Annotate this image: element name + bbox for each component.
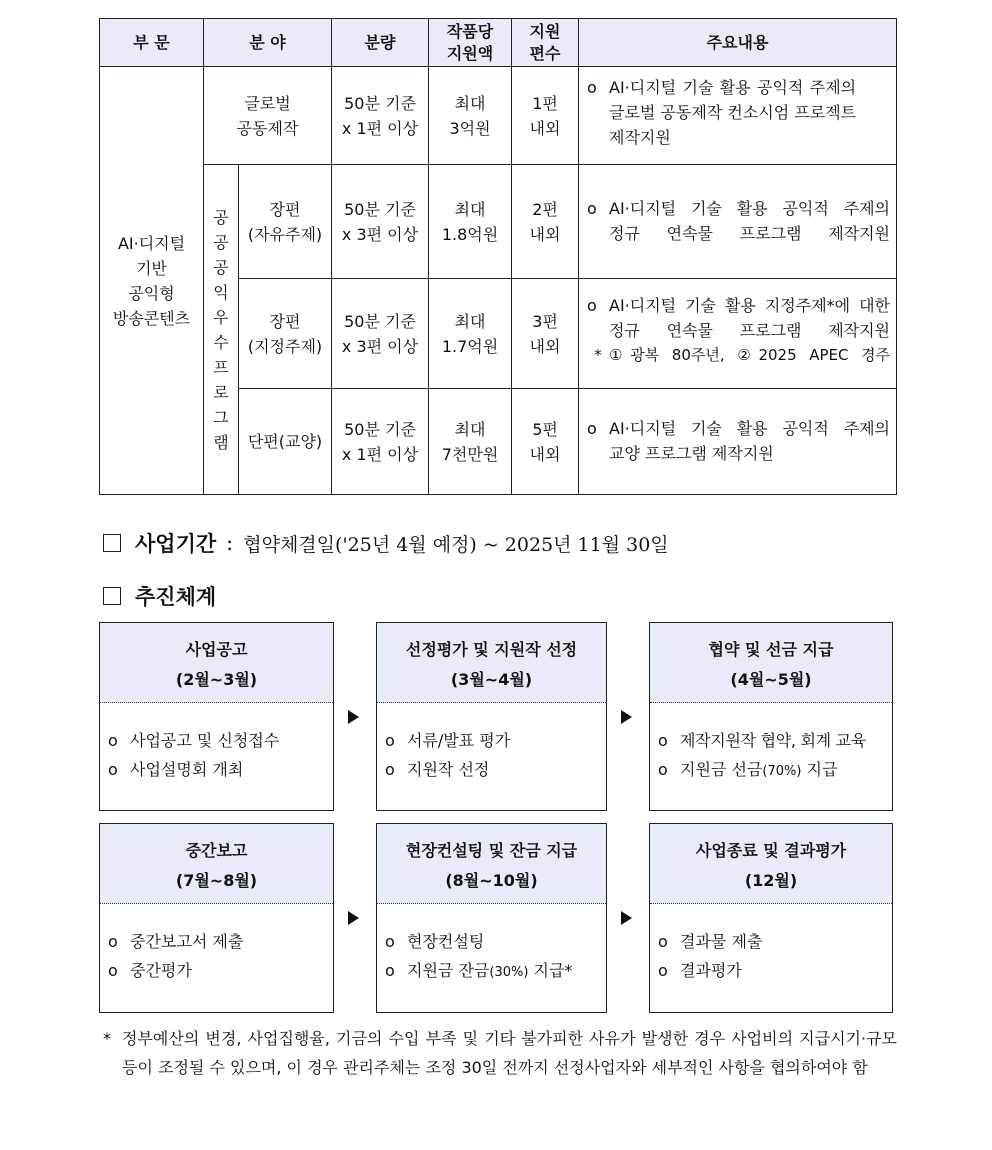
header-count-line2: 편수 — [529, 43, 561, 63]
flow-step-period: (2월~3월) — [175, 670, 258, 689]
flow-step-period: (7월~8월) — [175, 871, 258, 890]
amount-line: 3억원 — [449, 118, 491, 138]
bullet-mark: o — [385, 760, 395, 779]
flow-step-period: (3월~4월) — [450, 670, 533, 689]
period-label: 사업기간 — [135, 531, 217, 556]
flow-step-title: 중간보고 — [185, 841, 248, 860]
footnote-text: 정부예산의 변경, 사업집행율, 기금의 수입 부족 및 기타 불가피한 사유가 발생한 경우 사업비의 지급시기·규모 등이 조정될 수 있으며, 이 경우 관리주체는 조정 30일 전까지 선정사업자와 세부적인 사항을 협의하여야 함 — [122, 1029, 897, 1077]
amount-line: 1.7억원 — [441, 336, 499, 356]
amount-line: 최대 — [454, 419, 486, 439]
flow-item-suffix: 지급* — [528, 961, 573, 980]
note-mark: * — [594, 346, 602, 364]
length-cell — [332, 279, 429, 389]
header-field: 분 야 — [204, 19, 332, 67]
division-line: 방송콘텐츠 — [112, 308, 191, 328]
bullet-mark: o — [385, 961, 395, 980]
length-cell — [332, 389, 429, 495]
bullet-mark: o — [658, 961, 668, 980]
flow-step-interim-report — [99, 823, 334, 1013]
flow-item — [680, 755, 837, 786]
flow-step-agreement — [649, 622, 893, 811]
flow-item: 서류/발표 평가 — [407, 731, 511, 750]
bullet-mark: o — [587, 199, 597, 218]
support-table — [99, 18, 897, 495]
length-line: 50분 기준 — [344, 311, 416, 331]
flow-step-period: (12월) — [744, 871, 798, 890]
content-cell — [579, 389, 897, 495]
flow-item-percent: (30%) — [489, 965, 529, 980]
content-cell — [579, 279, 897, 389]
bullet-mark: o — [658, 932, 668, 951]
field-line: 글로벌 — [244, 93, 291, 113]
length-line: x 1편 이상 — [341, 444, 419, 464]
table-row — [100, 165, 897, 279]
bullet-mark: o — [385, 731, 395, 750]
header-amount-line1: 작품당 — [446, 21, 494, 41]
flow-step-announcement — [99, 622, 334, 811]
amount-cell — [429, 165, 512, 279]
arrow-right-icon — [348, 710, 359, 724]
table-header-row — [100, 19, 897, 67]
length-line: x 3편 이상 — [341, 224, 419, 244]
group-label-char: 우 — [213, 307, 229, 327]
bullet-mark: o — [658, 731, 668, 750]
system-heading — [103, 581, 216, 611]
group-label-public-program — [204, 165, 239, 495]
bullet-mark: o — [587, 296, 597, 315]
content-line: AI·디지털 기술 활용 공익적 주제의 — [609, 419, 891, 438]
content-line: AI·디지털 기술 활용 지정주제*에 대한 — [609, 296, 891, 315]
group-label-char: 공 — [213, 257, 229, 277]
count-line: 3편 — [532, 311, 558, 331]
group-label-char: 공 — [213, 207, 229, 227]
flow-item-text: 지원금 선금 — [680, 760, 763, 779]
system-label: 추진체계 — [135, 584, 217, 609]
arrow-right-icon — [348, 911, 359, 925]
count-line: 내외 — [529, 224, 561, 244]
flow-item: 사업공고 및 신청접수 — [130, 731, 280, 750]
content-line: 정규 연속물 프로그램 제작지원 — [609, 321, 891, 340]
period-value: 협약체결일('25년 4월 예정) ~ 2025년 11월 30일 — [243, 533, 669, 556]
flow-item: 결과평가 — [680, 961, 742, 980]
count-line: 내외 — [529, 444, 561, 464]
count-cell — [512, 67, 579, 165]
field-cell — [239, 389, 332, 495]
period-separator: : — [226, 531, 234, 555]
bullet-mark: o — [108, 731, 118, 750]
flow-step-period: (4월~5월) — [730, 670, 812, 689]
flow-step-consulting — [376, 823, 607, 1013]
checkbox-square-icon — [103, 534, 121, 552]
content-line: 교양 프로그램 제작지원 — [609, 444, 774, 463]
count-cell — [512, 165, 579, 279]
flow-step-title: 현장컨설팅 및 잔금 지급 — [405, 841, 578, 860]
bullet-mark: o — [108, 961, 118, 980]
footnote — [103, 1024, 897, 1082]
amount-cell — [429, 389, 512, 495]
field-line: (지정주제) — [247, 336, 323, 356]
field-line: 단편(교양) — [247, 432, 323, 451]
count-line: 1편 — [532, 93, 558, 113]
flow-item: 현장컨설팅 — [407, 932, 485, 951]
count-cell — [512, 279, 579, 389]
table-row — [100, 67, 897, 165]
flow-item: 지원작 선정 — [407, 760, 490, 779]
group-label-char: 공 — [213, 232, 229, 252]
amount-cell — [429, 279, 512, 389]
flow-item-text: 지원금 잔금 — [407, 961, 490, 980]
length-line: 50분 기준 — [344, 419, 416, 439]
field-line: 공동제작 — [236, 118, 299, 138]
division-line: AI·디지털 — [117, 233, 186, 253]
amount-cell — [429, 67, 512, 165]
flow-step-completion — [649, 823, 893, 1013]
flow-item-suffix: 지급 — [801, 760, 838, 779]
header-content: 주요내용 — [579, 19, 897, 67]
field-line: 장편 — [269, 311, 301, 331]
bullet-mark: o — [108, 932, 118, 951]
group-label-char: 익 — [213, 282, 229, 302]
field-cell — [239, 165, 332, 279]
flow-item: 사업설명회 개최 — [130, 760, 244, 779]
flow-step-selection — [376, 622, 607, 811]
field-line: 장편 — [269, 199, 301, 219]
header-count-line1: 지원 — [529, 21, 561, 41]
amount-line: 7천만원 — [441, 444, 499, 464]
content-line: AI·디지털 기술 활용 공익적 주제의 — [609, 199, 891, 218]
field-cell — [204, 67, 332, 165]
period-heading — [103, 528, 669, 558]
length-line: x 3편 이상 — [341, 336, 419, 356]
content-cell — [579, 67, 897, 165]
bullet-mark: o — [658, 760, 668, 779]
division-cell — [100, 67, 204, 495]
field-line: (자유주제) — [247, 224, 323, 244]
group-label-char: 로 — [213, 382, 229, 402]
footnote-mark: * — [103, 1029, 111, 1048]
flow-item: 결과물 제출 — [680, 932, 763, 951]
header-count — [512, 19, 579, 67]
count-line: 5편 — [532, 419, 558, 439]
group-label-char: 램 — [213, 432, 229, 452]
header-length: 분량 — [332, 19, 429, 67]
flow-item — [407, 956, 572, 987]
flow-step-title: 사업공고 — [185, 640, 248, 659]
flow-step-title: 사업종료 및 결과평가 — [695, 841, 847, 860]
arrow-right-icon — [621, 710, 632, 724]
header-division: 부 문 — [100, 19, 204, 67]
flow-step-title: 선정평가 및 지원작 선정 — [405, 640, 578, 659]
checkbox-square-icon — [103, 587, 121, 605]
amount-line: 최대 — [454, 311, 486, 331]
count-cell — [512, 389, 579, 495]
flow-item: 중간보고서 제출 — [130, 932, 244, 951]
flow-step-title: 협약 및 선금 지급 — [708, 640, 834, 659]
count-line: 2편 — [532, 199, 558, 219]
flow-item: 제작지원작 협약, 회계 교육 — [680, 731, 866, 750]
field-cell — [239, 279, 332, 389]
arrow-right-icon — [621, 911, 632, 925]
note-text: ①광복 80주년, ②2025 APEC 경주 — [609, 346, 891, 364]
header-amount — [429, 19, 512, 67]
content-line: AI·디지털 기술 활용 공익적 주제의 — [609, 78, 857, 97]
bullet-mark: o — [587, 419, 597, 438]
division-line: 공익형 — [128, 283, 175, 303]
count-line: 내외 — [529, 336, 561, 356]
header-amount-line2: 지원액 — [446, 43, 494, 63]
group-label-char: 수 — [213, 332, 229, 352]
length-line: 50분 기준 — [344, 199, 416, 219]
bullet-mark: o — [385, 932, 395, 951]
flow-item-percent: (70%) — [762, 764, 802, 779]
count-line: 내외 — [529, 118, 561, 138]
content-line: 제작지원 — [609, 128, 671, 147]
group-label-char: 프 — [213, 357, 229, 377]
bullet-mark: o — [587, 78, 597, 97]
content-line: 글로벌 공동제작 컨소시엄 프로젝트 — [609, 103, 857, 122]
group-label-char: 그 — [213, 407, 229, 427]
amount-line: 최대 — [454, 93, 486, 113]
division-line: 기반 — [136, 258, 167, 278]
content-line: 정규 연속물 프로그램 제작지원 — [609, 224, 891, 243]
amount-line: 최대 — [454, 199, 486, 219]
bullet-mark: o — [108, 760, 118, 779]
flow-item: 중간평가 — [130, 961, 192, 980]
content-cell — [579, 165, 897, 279]
length-cell — [332, 67, 429, 165]
flow-step-period: (8월~10월) — [445, 871, 538, 890]
length-line: x 1편 이상 — [341, 118, 419, 138]
length-line: 50분 기준 — [344, 93, 416, 113]
length-cell — [332, 165, 429, 279]
amount-line: 1.8억원 — [441, 224, 499, 244]
